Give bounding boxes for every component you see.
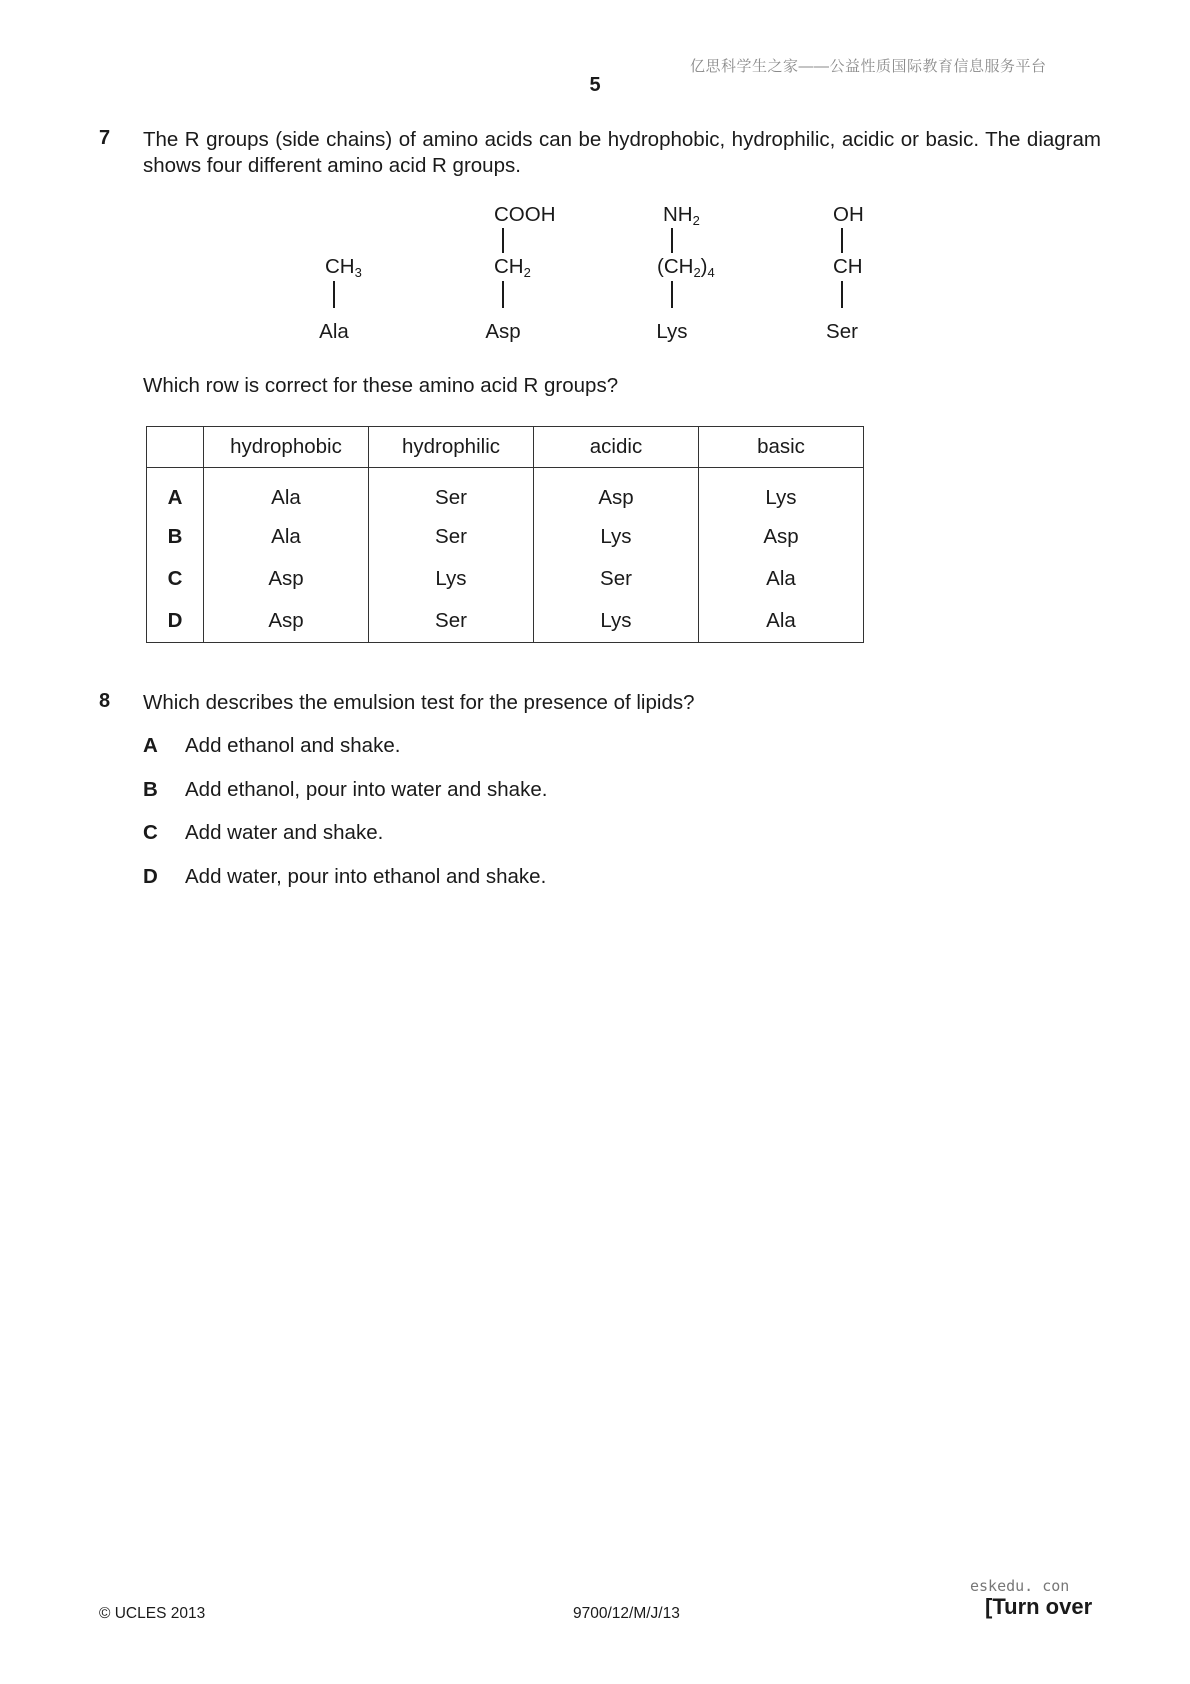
table-row	[147, 516, 864, 558]
question-8-text: Which describes the emulsion test for the presence of lipids?	[143, 691, 695, 714]
table-header-hydrophobic: hydrophobic	[204, 427, 369, 468]
ser-oh-formula: OH	[833, 203, 864, 226]
table-cell: Ser	[534, 558, 699, 600]
table-cell: Lys	[369, 558, 534, 600]
lys-top-bond	[671, 228, 673, 253]
row-letter: D	[147, 600, 204, 643]
table-cell: Lys	[534, 600, 699, 643]
answer-table	[146, 426, 864, 643]
table-cell: Asp	[204, 558, 369, 600]
ser-label: Ser	[826, 320, 858, 343]
table-cell: Ala	[204, 516, 369, 558]
row-letter: C	[147, 558, 204, 600]
table-header-row	[147, 427, 864, 468]
table-cell: Ser	[369, 600, 534, 643]
table-row	[147, 558, 864, 600]
asp-label: Asp	[485, 320, 521, 343]
footer-site-watermark: eskedu. con	[970, 1577, 1070, 1595]
table-cell: Asp	[534, 468, 699, 517]
asp-top-bond	[502, 228, 504, 253]
option-letter: A	[143, 734, 158, 757]
option-letter: B	[143, 778, 158, 801]
footer-copyright: © UCLES 2013	[99, 1605, 206, 1622]
ser-top-bond	[841, 228, 843, 253]
table-cell: Asp	[699, 516, 864, 558]
table-header-basic: basic	[699, 427, 864, 468]
table-cell: Lys	[534, 516, 699, 558]
table-header-hydrophilic: hydrophilic	[369, 427, 534, 468]
row-letter: B	[147, 516, 204, 558]
asp-cooh-formula: COOH	[494, 203, 556, 226]
question-7-number: 7	[99, 127, 111, 149]
table-cell: Lys	[699, 468, 864, 517]
table-header-acidic: acidic	[534, 427, 699, 468]
ala-bond	[333, 281, 335, 308]
header-watermark: 亿思科学生之家——公益性质国际教育信息服务平台	[690, 58, 1047, 75]
table-cell: Ser	[369, 468, 534, 517]
option-text: Add water and shake.	[185, 821, 384, 844]
option-text: Add ethanol, pour into water and shake.	[185, 778, 548, 801]
option-letter: C	[143, 821, 158, 844]
lys-nh2-formula: $NH_2$	[663, 203, 700, 228]
table-row	[147, 468, 864, 517]
ala-label: Ala	[319, 320, 349, 343]
lys-bond	[671, 281, 673, 308]
row-letter: A	[147, 468, 204, 517]
turn-over-label: [Turn over	[985, 1594, 1093, 1619]
table-cell: Ala	[204, 468, 369, 517]
lys-ch2-4-formula: $(CH_2)_4$	[657, 255, 715, 280]
table-row	[147, 600, 864, 643]
question-7-prompt: Which row is correct for these amino acid R groups?	[143, 374, 619, 397]
question-7-text: The R groups (side chains) of amino acids can be hydrophobic, hydrophilic, acidic or basic. The diagram shows four different amino acid R groups.	[143, 128, 1101, 177]
option-text: Add water, pour into ethanol and shake.	[185, 865, 547, 888]
footer-paper-code: 9700/12/M/J/13	[573, 1605, 680, 1622]
ser-ch-formula: CH	[833, 255, 863, 278]
ser-bond	[841, 281, 843, 308]
page-number: 5	[589, 74, 601, 96]
question-8-number: 8	[99, 690, 111, 712]
option-text: Add ethanol and shake.	[185, 734, 401, 757]
table-cell: Asp	[204, 600, 369, 643]
table-cell: Ala	[699, 558, 864, 600]
asp-ch2-formula: $CH_2$	[494, 255, 531, 280]
table-cell: Ser	[369, 516, 534, 558]
table-cell: Ala	[699, 600, 864, 643]
asp-bond	[502, 281, 504, 308]
lys-label: Lys	[656, 320, 688, 343]
table-header-blank	[147, 427, 204, 468]
option-letter: D	[143, 865, 158, 888]
ala-ch3-formula: $CH_3$	[325, 255, 362, 280]
r-group-diagram	[0, 0, 1190, 360]
